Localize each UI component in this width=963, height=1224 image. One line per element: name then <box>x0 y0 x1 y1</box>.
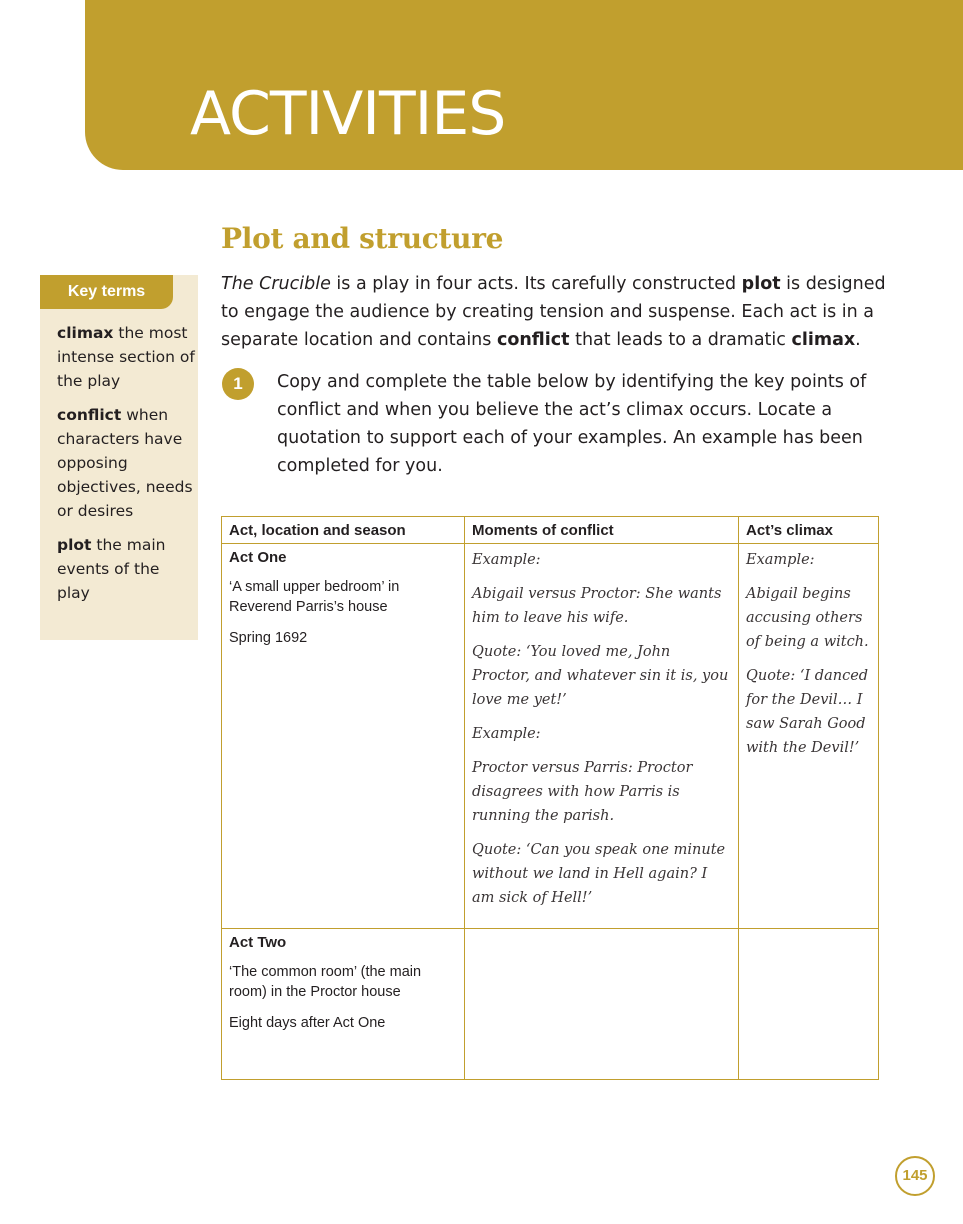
climax-note: Abigail begins accusing others of being a witch. <box>746 586 869 650</box>
play-title: The Crucible <box>221 274 331 294</box>
activity-instructions: Copy and complete the table below by identifying the key points of conflict and when you believe the act’s climax occurs. Locate a quotation to support each of your examples. An example has been completed for you. <box>277 372 867 476</box>
table-cell-conflict <box>465 544 739 929</box>
key-term-definition: the main events of the play <box>57 536 166 602</box>
intro-term-climax: climax <box>791 330 856 350</box>
act-location: ‘A small upper bedroom’ in Reverend Parris’s house <box>229 579 400 615</box>
conflict-note: Example: <box>472 552 541 568</box>
intro-text: is designed to engage the audience by creating tension and suspense. Each act is in a separate location and contains <box>221 274 886 350</box>
table-header-conflict: Moments of conflict <box>465 517 739 544</box>
key-term-word: conflict <box>57 406 122 424</box>
conflict-note: Proctor versus Parris: Proctor disagrees with how Parris is running the parish. <box>472 760 693 824</box>
act-season: Eight days after Act One <box>229 1015 386 1031</box>
intro-term-conflict: conflict <box>496 330 570 350</box>
table-cell-act <box>222 929 465 1080</box>
act-location: ‘The common room’ (the main room) in the Proctor house <box>229 964 422 1000</box>
intro-term-plot: plot <box>741 274 781 294</box>
key-term-definition: when characters have opposing objectives, needs or desires <box>57 406 193 520</box>
table-row <box>222 544 879 929</box>
key-term-word: climax <box>57 324 114 342</box>
key-terms-heading: Key terms <box>40 275 173 309</box>
climax-note: Example: <box>746 552 815 568</box>
key-term-word: plot <box>57 536 92 554</box>
key-term-definition: the most intense section of the play <box>57 324 195 390</box>
climax-note: Quote: ‘I danced for the Devil… I saw Sarah Good with the Devil!’ <box>746 668 869 756</box>
key-term-climax <box>57 321 195 393</box>
key-term-conflict <box>57 403 195 523</box>
key-term-plot <box>57 533 195 605</box>
intro-paragraph <box>221 270 891 354</box>
conflict-note: Abigail versus Proctor: She wants him to leave his wife. <box>472 586 722 626</box>
intro-text: is a play in four acts. Its carefully constructed <box>330 274 742 294</box>
conflict-table <box>221 516 879 1080</box>
page-title: ACTIVITIES <box>190 79 506 149</box>
conflict-note: Example: <box>472 726 541 742</box>
table-cell-act <box>222 544 465 929</box>
act-name: Act Two <box>229 934 287 951</box>
intro-text: . <box>855 330 861 350</box>
table-row <box>222 929 879 1080</box>
page-number-badge: 145 <box>895 1156 935 1196</box>
key-terms-box <box>40 275 198 640</box>
key-terms-list <box>57 321 195 615</box>
act-name: Act One <box>229 549 287 566</box>
table-header-act: Act, location and season <box>222 517 465 544</box>
table-header-climax: Act’s climax <box>739 517 879 544</box>
table-cell-climax <box>739 544 879 929</box>
table-cell-conflict-empty <box>465 929 739 1080</box>
act-season: Spring 1692 <box>229 630 308 646</box>
intro-text: that leads to a dramatic <box>569 330 792 350</box>
table-cell-climax-empty <box>739 929 879 1080</box>
conflict-note: Quote: ‘Can you speak one minute without we land in Hell again? I am sick of Hell!’ <box>472 842 726 906</box>
conflict-note: Quote: ‘You loved me, John Proctor, and whatever sin it is, you love me yet!’ <box>472 644 729 708</box>
activity-number-badge: 1 <box>222 368 254 400</box>
section-title: Plot and structure <box>221 222 504 255</box>
table-header-row <box>222 517 879 544</box>
